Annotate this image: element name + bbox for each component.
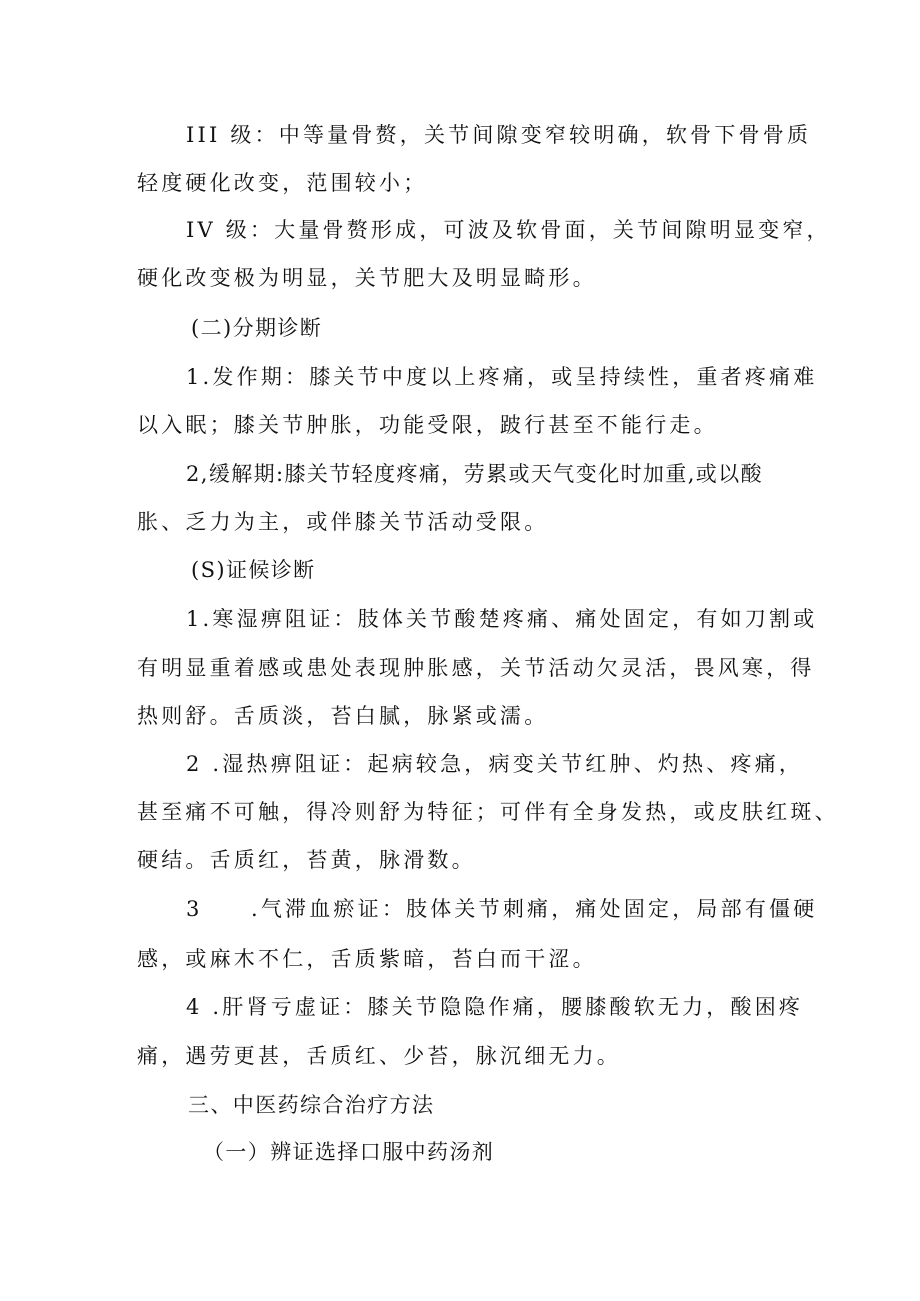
paragraph-line: 1.发作期：膝关节中度以上疼痛，或呈持续性，重者疼痛难 [186, 365, 818, 389]
paragraph-line: 3 .气滞血瘀证：肢体关节刺痛，痛处固定，局部有僵硬 [186, 897, 818, 921]
paragraph-line: 以入眠；膝关节肿胀，功能受限，跛行甚至不能行走。 [137, 413, 718, 437]
paragraph-line: 甚至痛不可触，得冷则舒为特征；可伴有全身发热，或皮肤红斑、 [137, 800, 839, 824]
paragraph-line: IV 级：大量骨赘形成，可波及软骨面，关节间隙明显变窄， [186, 218, 831, 242]
paragraph-line: 痛，遇劳更甚，舌质红、少苔，脉沉细无力。 [137, 1044, 621, 1068]
paragraph-line: 硬化改变极为明显，关节肥大及明显畸形。 [137, 266, 597, 290]
section-heading: (二)分期诊断 [191, 316, 323, 340]
paragraph-line: 4 .肝肾亏虚证：膝关节隐隐作痛，腰膝酸软无力，酸困疼 [186, 995, 804, 1019]
paragraph-line: 感，或麻木不仁，舌质紫暗，苔白而干涩。 [137, 947, 597, 971]
paragraph-line: 轻度硬化改变，范围较小； [137, 171, 428, 195]
paragraph-line: 1.寒湿痹阻证：肢体关节酸楚疼痛、痛处固定，有如刀割或 [186, 607, 818, 631]
paragraph-line: 有明显重着感或患处表现肿胀感，关节活动欠灵活，畏风寒，得 [137, 656, 815, 680]
paragraph-line: III 级：中等量骨赘，关节间隙变窄较明确，软骨下骨骨质 [186, 123, 812, 147]
paragraph-line: 2,缓解期:膝关节轻度疼痛，劳累或天气变化时加重,或以酸 [186, 462, 763, 486]
paragraph-line: 2 .湿热痹阻证：起病较急，病变关节红肿、灼热、疼痛， [186, 752, 804, 776]
paragraph-line: 胀、乏力为主，或伴膝关节活动受限。 [137, 510, 549, 534]
paragraph-line: 热则舒。舌质淡，苔白腻，脉紧或濡。 [137, 704, 549, 728]
paragraph-line: 硬结。舌质红，苔黄，脉滑数。 [137, 848, 476, 872]
subsection-heading: （一）辨证选择口服中药汤剂 [203, 1140, 495, 1164]
section-heading: 三、中医药综合治疗方法 [188, 1093, 435, 1117]
section-heading: (S)证候诊断 [191, 558, 316, 582]
